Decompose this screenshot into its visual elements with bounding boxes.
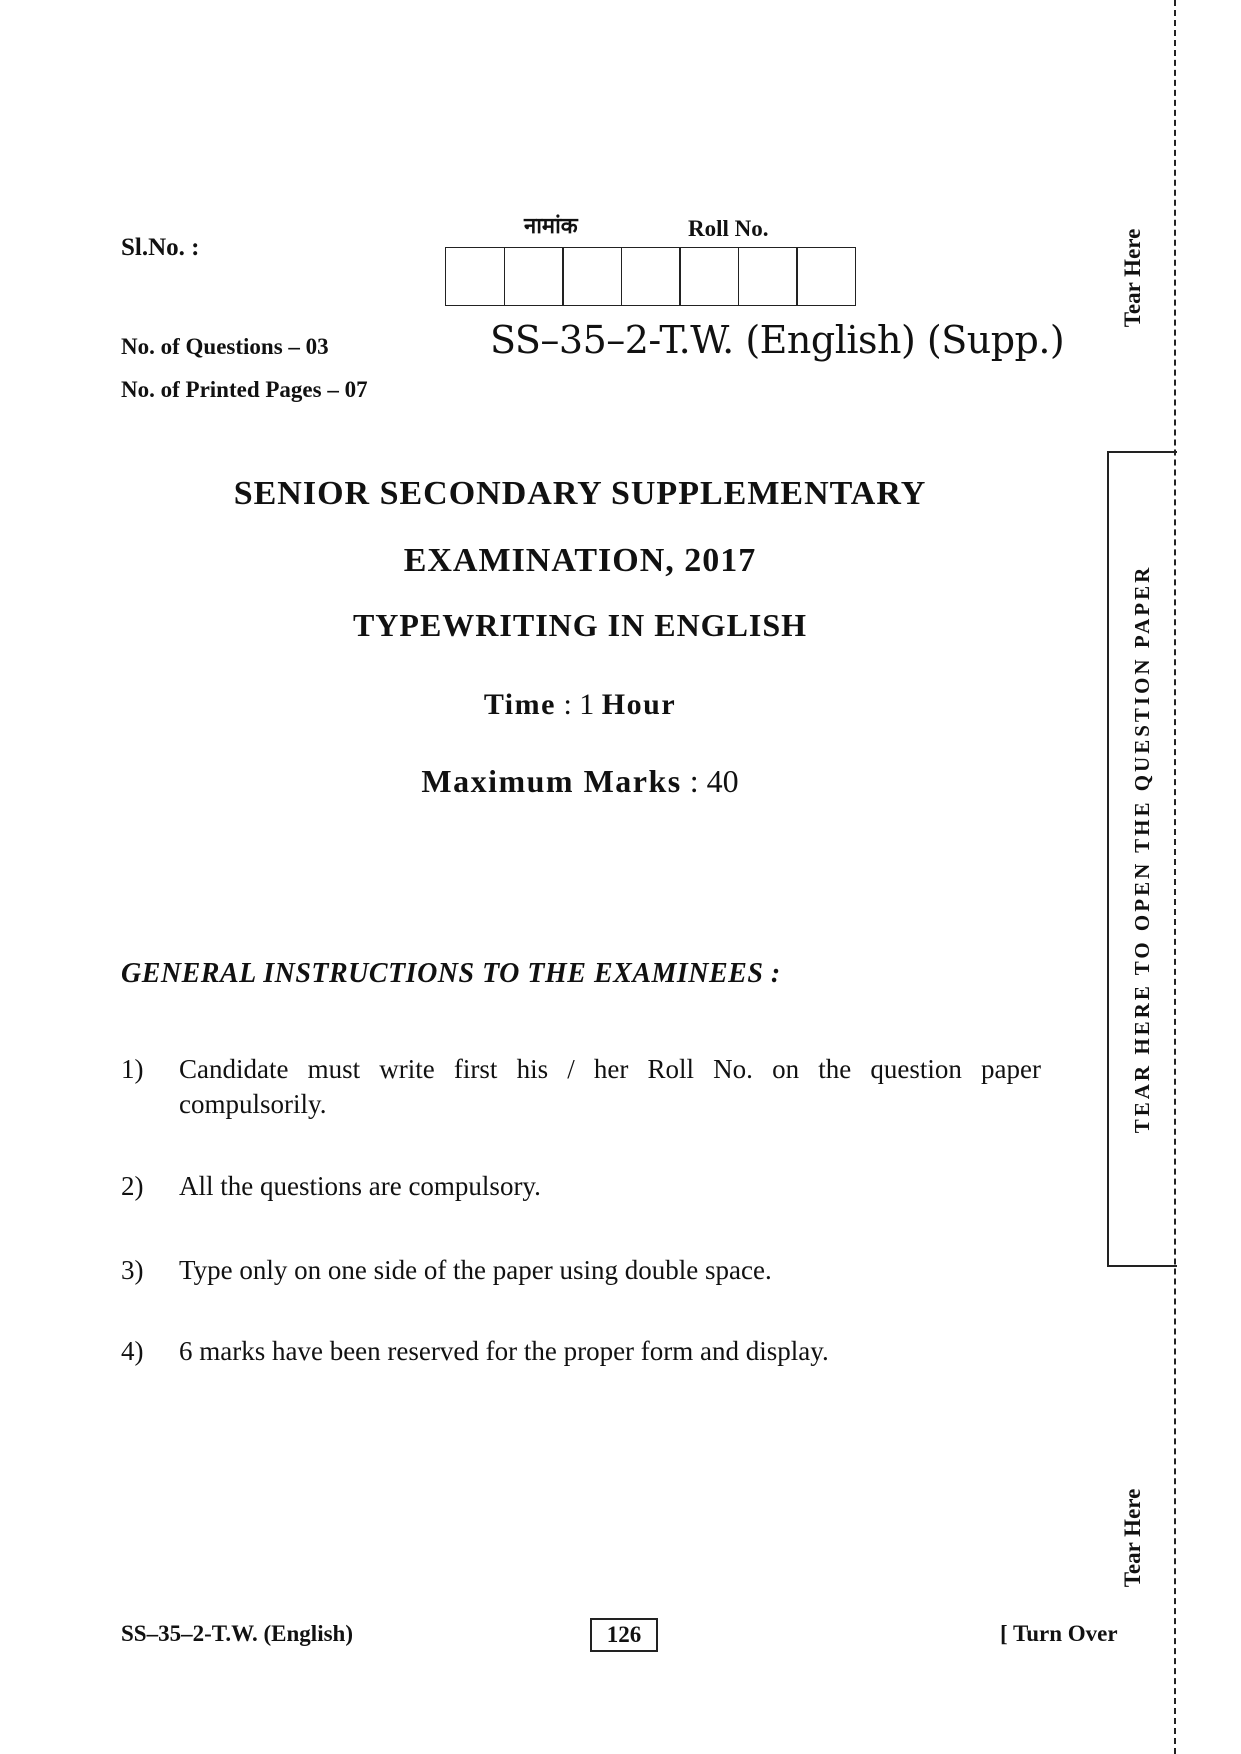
- time-value: 1: [579, 688, 595, 721]
- tear-here-bottom-label: Tear Here: [1120, 1488, 1145, 1588]
- instruction-number: 3): [121, 1255, 144, 1285]
- exam-title-line-1: SENIOR SECONDARY SUPPLEMENTARY: [233, 475, 927, 512]
- roll-number-box-1[interactable]: [445, 247, 505, 306]
- footer-paper-code: SS–35–2-T.W. (English): [121, 1621, 353, 1646]
- instruction-number: 4): [121, 1336, 144, 1366]
- instruction-item: [121, 1169, 1041, 1204]
- subject-title: TYPEWRITING IN ENGLISH: [352, 607, 808, 643]
- time-unit: Hour: [601, 688, 677, 721]
- instructions-heading: GENERAL INSTRUCTIONS TO THE EXAMINEES :: [121, 958, 781, 989]
- roll-number-box-2[interactable]: [504, 247, 564, 306]
- maximum-marks: [0, 763, 1160, 800]
- page-number-box: 126: [590, 1618, 658, 1652]
- roll-number-box-6[interactable]: [738, 247, 798, 306]
- roll-number-box-3[interactable]: [562, 247, 622, 306]
- roll-number-box-7[interactable]: [796, 247, 856, 306]
- instruction-text: Type only on one side of the paper using double space.: [179, 1255, 772, 1285]
- instruction-number: 1): [121, 1054, 144, 1084]
- roll-number-box-5[interactable]: [679, 247, 739, 306]
- number-of-printed-pages: No. of Printed Pages – 07: [121, 377, 368, 402]
- tear-open-label: TEAR HERE TO OPEN THE QUESTION PAPER: [1130, 564, 1154, 1134]
- instruction-text: 6 marks have been reserved for the proper form and display.: [179, 1336, 829, 1366]
- time-allowed: [0, 688, 1160, 722]
- marks-value: 40: [706, 763, 739, 799]
- instruction-text: All the questions are compulsory.: [179, 1171, 541, 1201]
- instruction-text: Candidate must write first his / her Roll No. on the question paper compulsorily.: [179, 1054, 1041, 1119]
- time-label: Time: [483, 688, 556, 721]
- marks-separator: :: [689, 763, 699, 799]
- turn-over-label: [ Turn Over: [1000, 1621, 1118, 1646]
- number-of-questions: No. of Questions – 03: [121, 334, 329, 359]
- instruction-number: 2): [121, 1171, 144, 1201]
- marks-label: Maximum Marks: [421, 763, 682, 799]
- exam-title-line-2: EXAMINATION, 2017: [403, 542, 757, 579]
- instruction-item: [121, 1052, 1041, 1122]
- instruction-item: [121, 1334, 1041, 1369]
- roll-number-box-4[interactable]: [621, 247, 681, 306]
- instruction-item: [121, 1253, 1041, 1288]
- paper-code: SS–35–2-T.W. (English) (Supp.): [490, 318, 1065, 362]
- roll-number-label: Roll No.: [688, 216, 769, 241]
- roll-number-label-hindi: नामांक: [524, 214, 578, 239]
- tear-here-top-label: Tear Here: [1120, 228, 1145, 328]
- serial-number-label: Sl.No. :: [121, 234, 200, 261]
- time-separator: :: [563, 688, 572, 721]
- roll-number-boxes: [445, 247, 856, 306]
